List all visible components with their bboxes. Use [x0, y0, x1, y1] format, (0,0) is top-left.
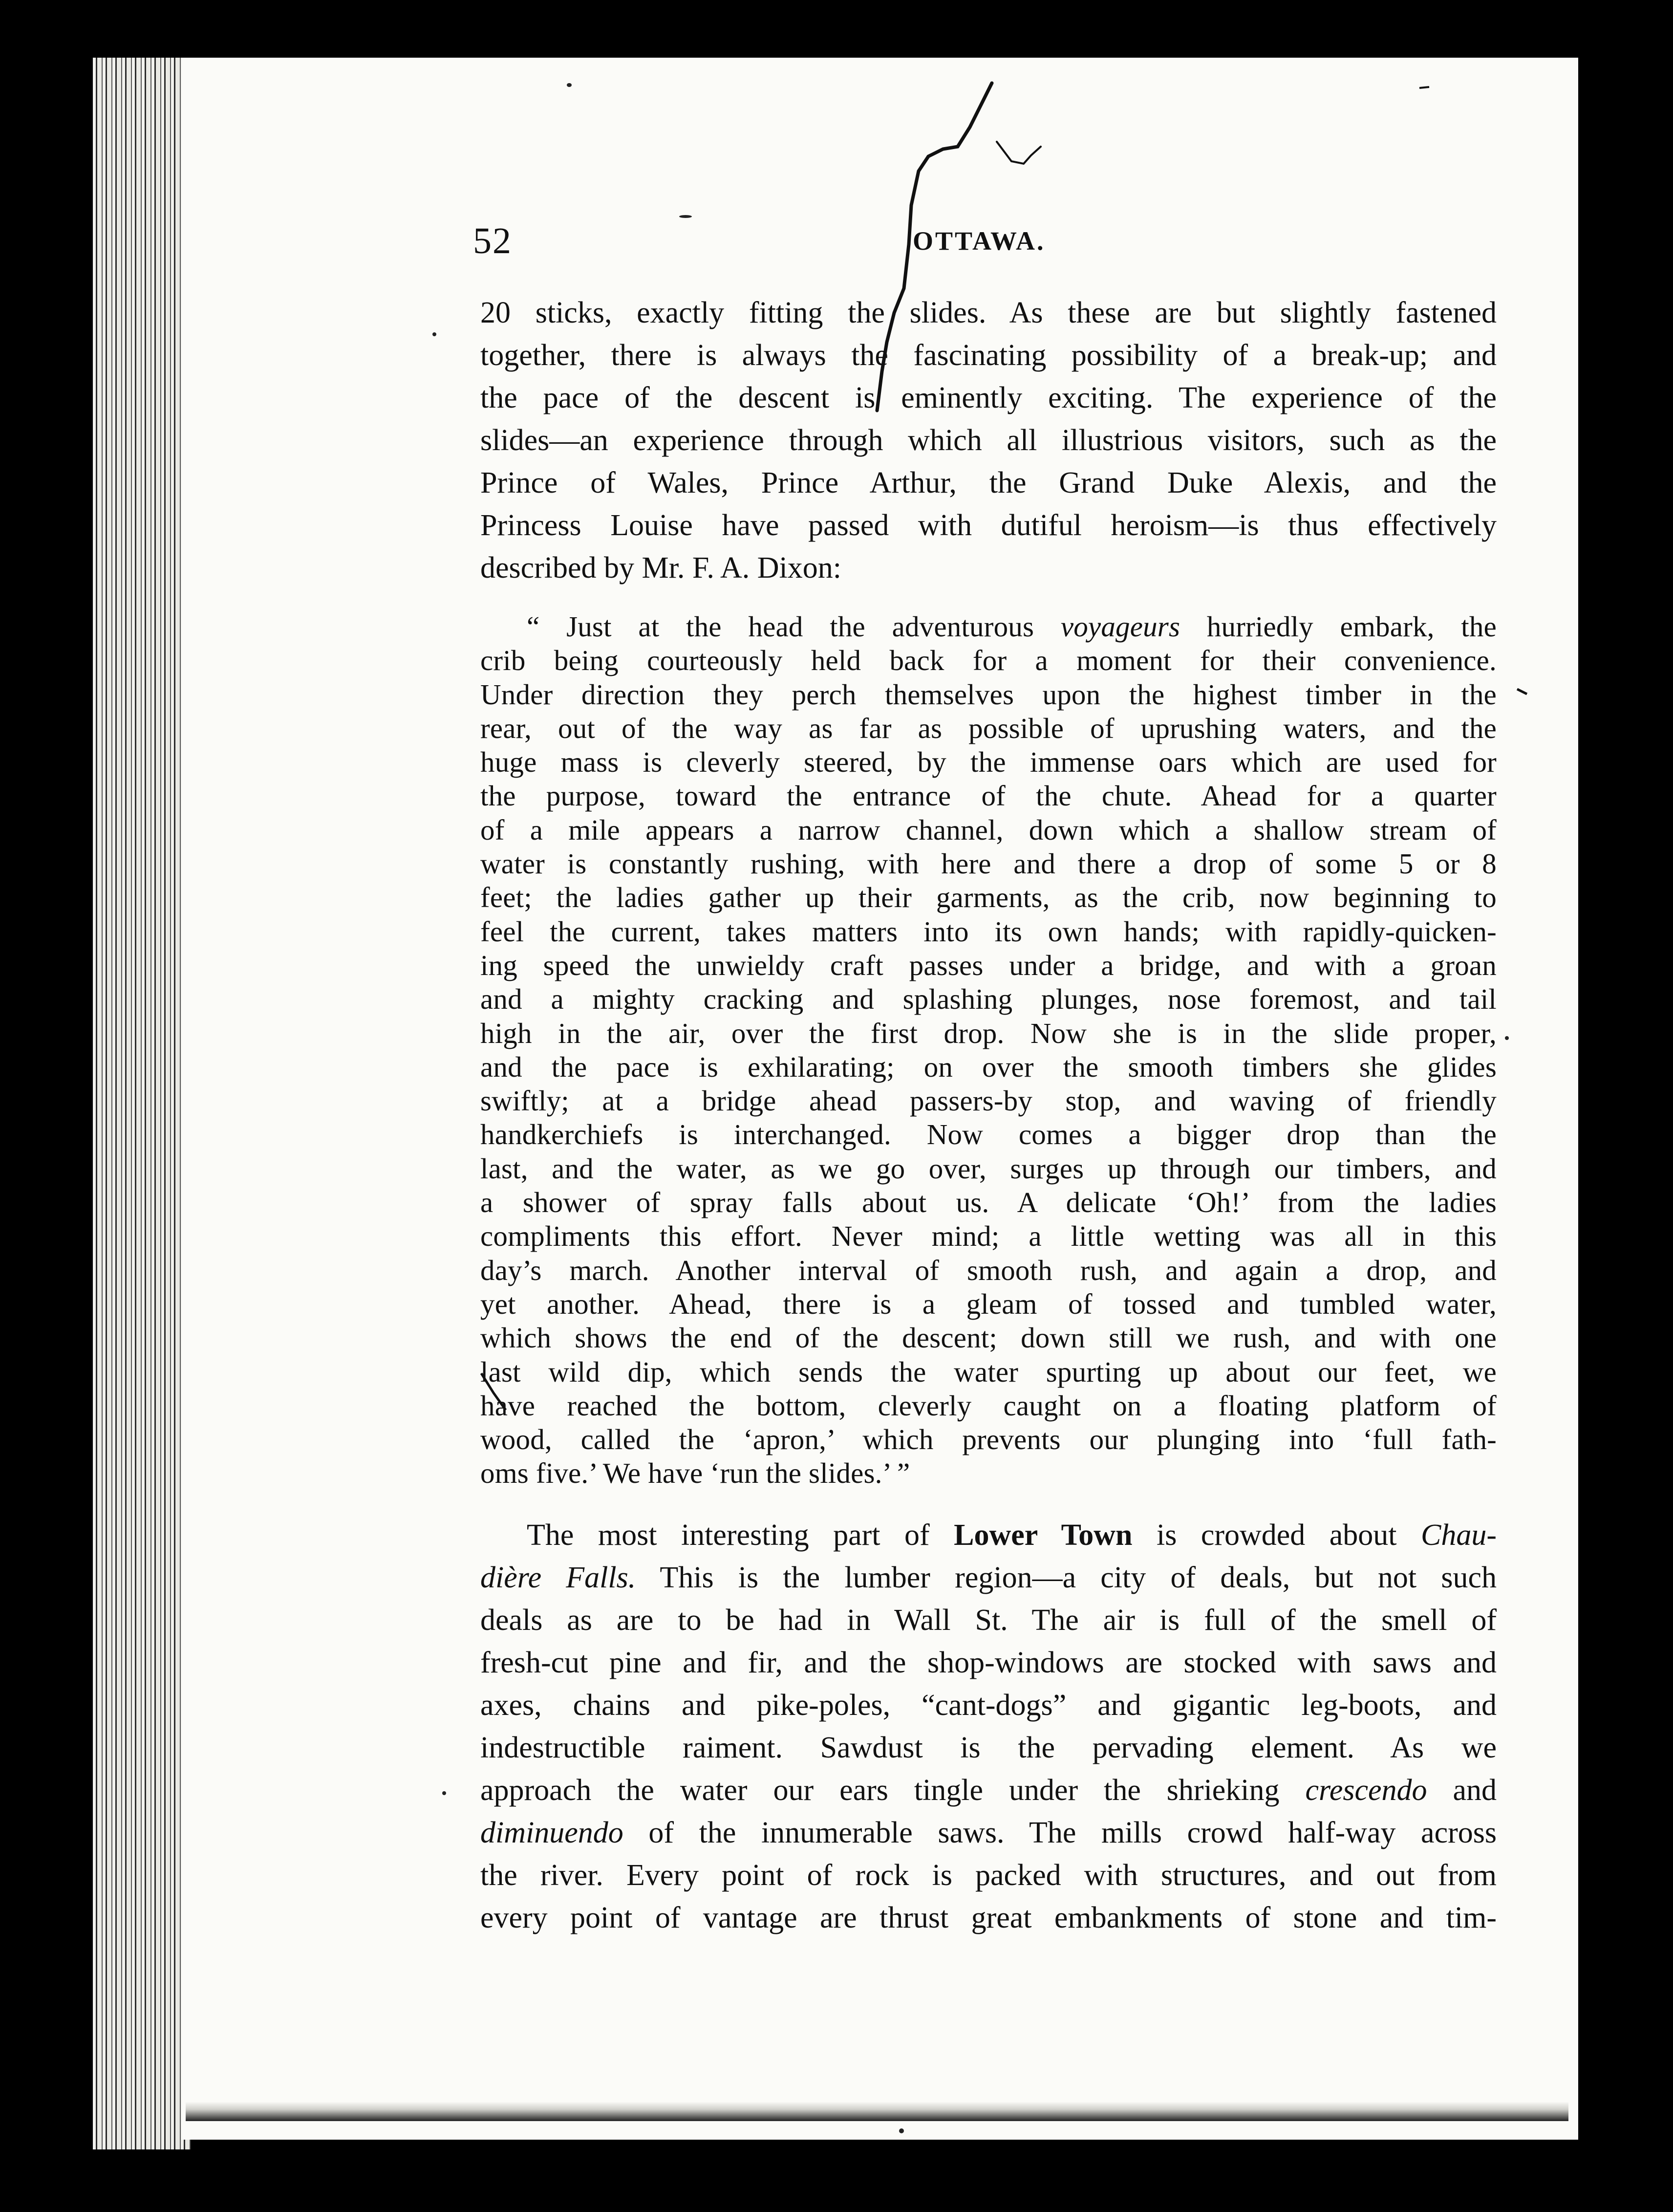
dust-speck	[1505, 1036, 1509, 1040]
text-line: the river. Every point of rock is packed with structures, and out from	[480, 1859, 1497, 1892]
block-quote-dixon	[480, 610, 1497, 1491]
dust-speck	[442, 1791, 446, 1795]
text-line: together, there is always the fascinating possibility of a break-up; and	[480, 339, 1497, 372]
text-run: The most interesting part of	[527, 1518, 954, 1552]
text-run: approach the water our ears tingle under the shrieking	[480, 1774, 1306, 1807]
text-line	[480, 1769, 1497, 1812]
quote-line: swiftly; at a bridge ahead passers-by stop, and waving of friendly	[480, 1084, 1497, 1117]
text-run: This is the lumber region—a city of deals, but not such	[636, 1561, 1497, 1594]
dust-speck	[567, 83, 572, 87]
text-line	[480, 1514, 1497, 1557]
quote-line: huge mass is cleverly steered, by the immense oars which are used for	[480, 746, 1497, 779]
dust-speck	[679, 215, 692, 218]
text-line: Prince of Wales, Prince Arthur, the Grand Duke Alexis, and the	[480, 466, 1497, 499]
quote-line: Under direction they perch themselves upon the highest timber in the	[480, 678, 1497, 711]
quote-line: feet; the ladies gather up their garments, as the crib, now beginning to	[480, 881, 1497, 914]
text-line: deals as are to be had in Wall St. The air is full of the smell of	[480, 1604, 1497, 1637]
music-term-italic: crescendo	[1305, 1774, 1427, 1807]
quote-line: rear, out of the way as far as possible of uprushing waters, and the	[480, 712, 1497, 744]
quote-line: water is constantly rushing, with here and there a drop of some 5 or 8	[480, 847, 1497, 880]
quote-line: crib being courteously held back for a moment for their convenience.	[480, 644, 1497, 677]
quote-line: of a mile appears a narrow channel, down which a shallow stream of	[480, 813, 1497, 846]
page-bottom-edge	[186, 2102, 1568, 2121]
quote-line: and the pace is exhilarating; on over the smooth timbers she glides	[480, 1050, 1497, 1083]
text-line: slides—an experience through which all illustrious visitors, such as the	[480, 424, 1497, 457]
text-line	[480, 1557, 1497, 1599]
place-name-italic: dière Falls.	[480, 1561, 636, 1594]
quote-line: day’s march. Another interval of smooth rush, and again a drop, and	[480, 1254, 1497, 1286]
quote-line: high in the air, over the first drop. Now she is in the slide proper,	[480, 1017, 1497, 1049]
paragraph-lower-town	[480, 1514, 1497, 1939]
quote-line: a shower of spray falls about us. A delicate ‘Oh!’ from the ladies	[480, 1186, 1497, 1219]
quote-text: hurriedly embark, the	[1180, 610, 1497, 643]
page-number: 52	[473, 220, 512, 261]
dust-speck	[432, 332, 436, 336]
quote-text: “ Just at the head the adventurous	[527, 610, 1061, 643]
place-name-bold: Lower Town	[954, 1518, 1133, 1552]
place-name-italic: Chau-	[1421, 1518, 1497, 1552]
text-line: described by Mr. F. A. Dixon:	[480, 551, 842, 585]
quote-line: have reached the bottom, cleverly caught on a floating platform of	[480, 1389, 1497, 1422]
text-line: indestructible raiment. Sawdust is the pervading element. As we	[480, 1731, 1497, 1764]
text-line: Princess Louise have passed with dutiful heroism—is thus effectively	[480, 509, 1497, 542]
page-header	[473, 220, 1548, 274]
quote-line	[480, 610, 1497, 644]
quote-line: which shows the end of the descent; down still we rush, and with one	[480, 1322, 1497, 1354]
quote-line: oms five.’ We have ‘run the slides.’ ”	[480, 1457, 910, 1490]
text-line: 20 sticks, exactly fitting the slides. As these are but slightly fastened	[480, 296, 1497, 329]
text-line: every point of vantage are thrust great embankments of stone and tim-	[480, 1901, 1497, 1934]
text-line: axes, chains and pike-poles, “cant-dogs” and gigantic leg-boots, and	[480, 1689, 1497, 1722]
quote-line: yet another. Ahead, there is a gleam of tossed and tumbled water,	[480, 1287, 1497, 1320]
quote-line: wood, called the ‘apron,’ which prevents our plunging into ‘full fath-	[480, 1423, 1497, 1456]
quote-line: compliments this effort. Never mind; a little wetting was all in this	[480, 1220, 1497, 1253]
book-gutter	[93, 58, 191, 2149]
dust-speck	[899, 2128, 904, 2133]
music-term-italic: diminuendo	[480, 1816, 623, 1849]
text-run: of the innumerable saws. The mills crowd half-way across	[623, 1816, 1497, 1849]
quote-line: last, and the water, as we go over, surges up through our timbers, and	[480, 1152, 1497, 1185]
text-run: is crowded about	[1132, 1518, 1421, 1552]
quote-line: ing speed the unwieldy craft passes under a bridge, and with a groan	[480, 949, 1497, 981]
quote-line: handkerchiefs is interchanged. Now comes a bigger drop than the	[480, 1118, 1497, 1151]
text-run: and	[1427, 1774, 1497, 1807]
quote-emphasis: voyageurs	[1060, 610, 1180, 643]
paragraph-intro	[480, 292, 1497, 589]
text-line	[480, 1812, 1497, 1854]
text-line: the pace of the descent is eminently exciting. The experience of the	[480, 381, 1497, 414]
quote-line: feel the current, takes matters into its own hands; with rapidly-quicken-	[480, 915, 1497, 948]
quote-line: and a mighty cracking and splashing plunges, nose foremost, and tail	[480, 983, 1497, 1016]
text-line: fresh-cut pine and fir, and the shop-windows are stocked with saws and	[480, 1646, 1497, 1679]
quote-line: the purpose, toward the entrance of the chute. Ahead for a quarter	[480, 780, 1497, 812]
quote-line: last wild dip, which sends the water spurting up about our feet, we	[480, 1355, 1497, 1388]
running-head: OTTAWA.	[913, 226, 1046, 256]
